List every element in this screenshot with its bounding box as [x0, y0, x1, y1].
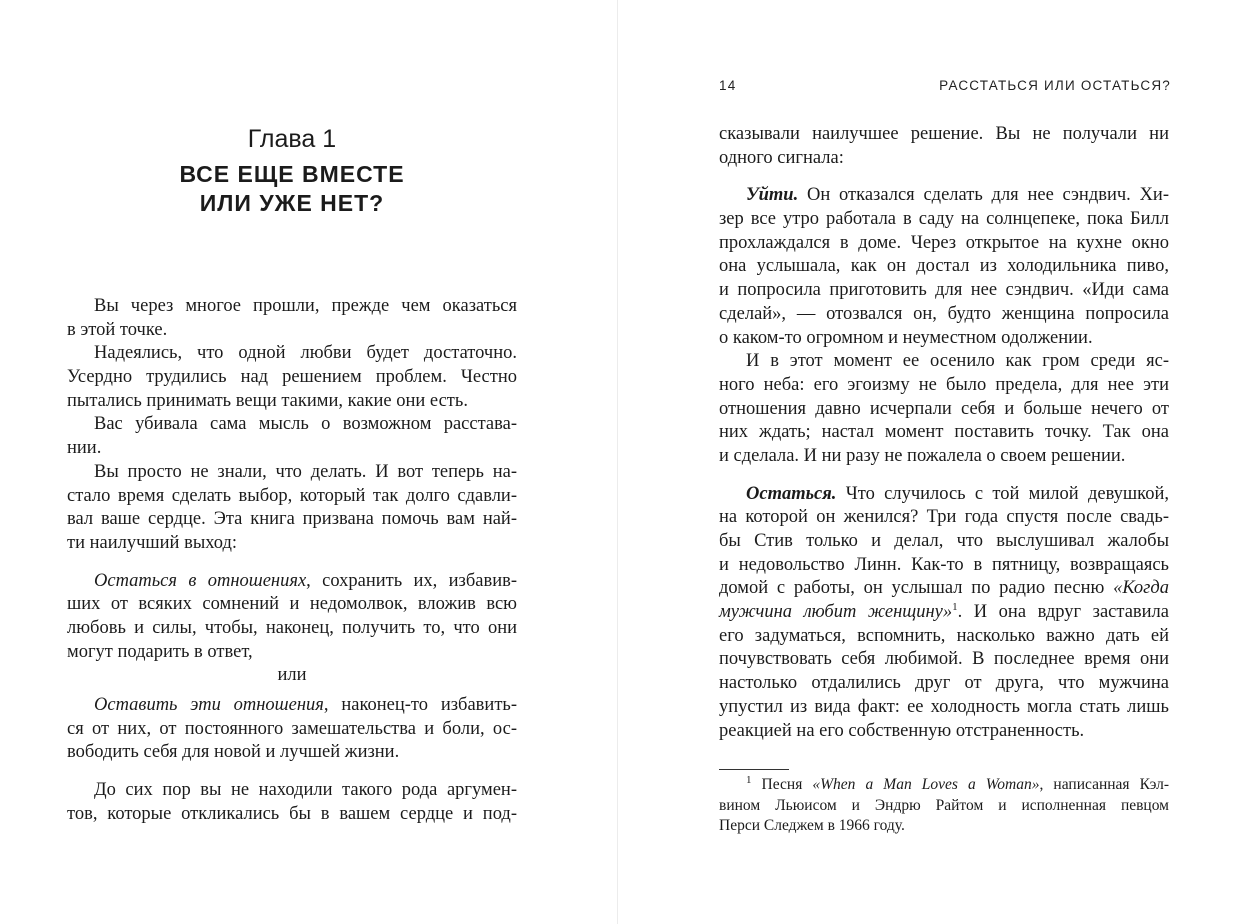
footnote-song-title: «When a Man Loves a Woman»	[812, 776, 1040, 793]
option-leave-lead: Оставить эти отношения	[94, 695, 324, 715]
footnote-marker[interactable]: 1	[952, 600, 958, 613]
text-line: упустил из вида факт: ее холодность могла стать лишь	[719, 696, 1169, 717]
text-line: пытались принимать вещи такими, какие они есть.	[67, 390, 468, 411]
footnote	[719, 775, 1169, 837]
text-line: она услышала, как он достал из холодильника пиво,	[719, 256, 1169, 277]
text-line: ного неба: его эгоизму не было предела, для нее эти	[719, 374, 1169, 395]
text-line: стало время сделать выбор, который так долго сдавли-	[67, 485, 517, 506]
text-line: его задуматься, вспомнить, насколько важно дать ей	[719, 625, 1169, 646]
text-line: тов, которые откликались бы в вашем сердце и под-	[67, 803, 517, 824]
text-line: Вы просто не знали, что делать. И вот теперь на-	[94, 461, 517, 482]
text-line: них ждать; настал момент поставить точку. Так она	[719, 422, 1169, 443]
footnote-line: вином Льюисом и Эндрю Райтом и исполненная певцом	[719, 796, 1169, 814]
right-page	[618, 0, 1237, 924]
chapter-title	[67, 160, 517, 218]
text-line	[719, 184, 1169, 208]
text-line: могут подарить в ответ,	[67, 641, 253, 662]
chapter-label: Глава 1	[247, 125, 337, 153]
text-line: одного сигнала:	[719, 147, 844, 168]
song-line-text: домой с работы, он услышал по радио песню	[719, 578, 1114, 599]
footnote-line: Перси Следжем в 1966 году.	[719, 817, 905, 834]
text-line: отношения давно исчерпали себя и больше нечего от	[719, 398, 1169, 419]
text-line: ти наилучший выход:	[67, 532, 238, 553]
song-title-part: «Когда	[1113, 578, 1169, 599]
text-line: Надеялись, что одной любви будет достаточно.	[94, 343, 517, 364]
text-line: вободить себя для новой и лучшей жизни.	[67, 742, 400, 763]
or-separator: или	[277, 665, 307, 686]
right-body-text	[719, 123, 1169, 743]
text-line: бы Стив только и делал, что выслушивал жалобы	[719, 531, 1169, 551]
text-line: вал ваше сердце. Эта книга призвана помочь вам най-	[67, 509, 517, 530]
text-line: Вы через многое прошли, прежде чем оказаться	[94, 296, 517, 316]
text-line: Вас убивала сама мысль о возможном расстава-	[94, 414, 517, 435]
leave-example-lead: Уйти.	[746, 185, 799, 206]
stay-example-lead: Остаться.	[746, 483, 837, 504]
footnote-text: Песня	[751, 776, 813, 793]
option-stay-lead: Остаться в отношениях	[94, 570, 307, 591]
page-number: 14	[719, 78, 737, 93]
text-line: настолько отдалились друг от друга, что мужчина	[719, 673, 1169, 694]
text-line: и сделала. И ни разу не пожалела о своем решении.	[719, 445, 1126, 466]
text-line	[719, 483, 1169, 507]
left-page	[0, 0, 617, 924]
text-line: Усердно трудились над решением проблем. Честно	[67, 367, 517, 388]
chapter-title-line: ИЛИ УЖЕ НЕТ?	[199, 190, 385, 216]
left-body-text	[67, 295, 517, 826]
text-line: почувствовать себя любимой. В последнее время они	[719, 649, 1169, 670]
footnote-text: , написанная Кэл-	[1039, 776, 1170, 793]
song-title-part: мужчина любит женщину»	[719, 602, 953, 623]
text-line: и попросила приготовить для нее сэндвич. «Иди сама	[719, 280, 1169, 301]
text-line: реакцией на его собственную отстраненность.	[719, 720, 1085, 741]
stay-example-text: Что случилось с той милой девушкой,	[836, 483, 1169, 504]
text-line: И в этот момент ее осенило как гром среди яс-	[746, 351, 1169, 372]
song-line-text: . И она вдруг заставила	[957, 602, 1169, 623]
text-line: сказывали наилучшее решение. Вы не получали ни	[719, 124, 1169, 144]
text-line	[67, 694, 517, 718]
option-stay-text: , сохранить их, избавив-	[306, 570, 517, 591]
footnote-line	[719, 775, 1169, 796]
running-title: РАССТАТЬСЯ ИЛИ ОСТАТЬСЯ?	[939, 78, 1171, 93]
footnote-divider	[719, 769, 789, 770]
option-leave-text: , наконец-то избавить-	[323, 695, 517, 715]
text-line: на которой он женился? Три года спустя после свадь-	[719, 507, 1169, 528]
leave-example-text: Он отказался сделать для нее сэндвич. Хи-	[798, 185, 1169, 206]
text-line: любовь и силы, чтобы, наконец, получить то, что они	[67, 617, 517, 638]
text-line	[67, 570, 517, 594]
text-line: в этой точке.	[67, 319, 168, 340]
text-line: зер все утро работала в саду на солнцепеке, пока Билл	[719, 209, 1169, 230]
text-line: ших от всяких сомнений и недомолвок, вложив всю	[67, 594, 517, 615]
text-line: нии.	[67, 438, 102, 459]
text-line: прохлаждался в доме. Через открытое на кухне окно	[719, 232, 1169, 253]
text-line	[719, 601, 1169, 625]
text-line: ся от них, от постоянного замешательства и боли, ос-	[67, 718, 517, 739]
text-line: До сих пор вы не находили такого рода аргумен-	[94, 780, 517, 801]
text-line: о каком-то огромном и неуместном одолжении.	[719, 327, 1093, 348]
text-line: сделай», — отозвался он, будто женщина попросила	[719, 303, 1169, 324]
text-line	[719, 577, 1169, 601]
text-line: и недовольство Линн. Как-то в пятницу, возвращаясь	[719, 554, 1169, 575]
chapter-title-line: ВСЕ ЕЩЕ ВМЕСТЕ	[179, 161, 405, 187]
footnote-number: 1	[746, 773, 752, 786]
